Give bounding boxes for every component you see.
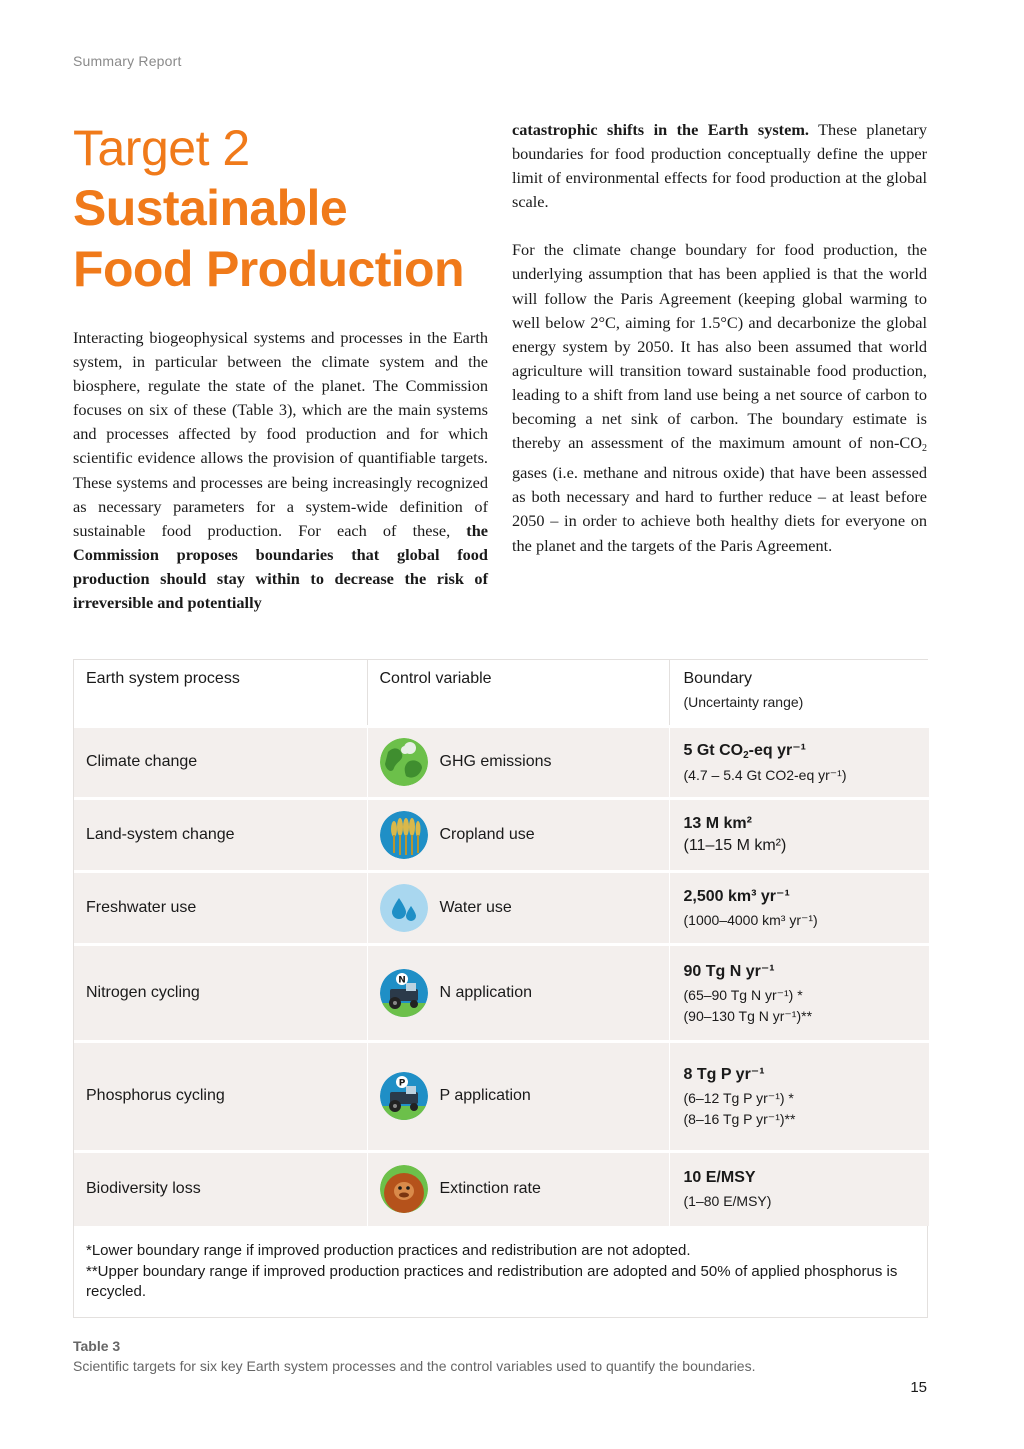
tractor-n-icon: [380, 969, 428, 1017]
uncertainty-range: (11–15 M km²): [683, 836, 787, 854]
section-title: [73, 118, 493, 300]
left-column-text: [73, 326, 488, 615]
uncertainty-range: (1–80 E/MSY): [683, 1193, 772, 1210]
globe-icon: [380, 738, 428, 786]
title-line-food-production: Food Production: [73, 241, 464, 297]
boundary-cell: [669, 798, 929, 871]
uncertainty-range: (65–90 Tg N yr⁻¹) *: [683, 986, 803, 1003]
variable-cell: [367, 944, 669, 1041]
wheat-icon: [380, 811, 428, 859]
title-line-sustainable: Sustainable: [73, 180, 348, 236]
caption-text: Scientific targets for six key Earth system processes and the control variables used to quantify the boundaries.: [73, 1358, 756, 1374]
table-caption: [73, 1336, 755, 1376]
boundary-cell: [669, 944, 929, 1041]
uncertainty-range: (4.7 – 5.4 Gt CO2-eq yr⁻¹): [683, 767, 847, 783]
paragraph-bold-lead: catastrophic shifts in the Earth system.: [512, 120, 809, 139]
boundary-value-part: 5 Gt CO: [683, 742, 744, 759]
table-row: [74, 1151, 929, 1226]
running-head: Summary Report: [73, 53, 182, 69]
footnote-upper: **Upper boundary range if improved production practices and redistribution are adopted and 50% of applied phosphorus is recycled.: [86, 1262, 898, 1300]
process-cell: Freshwater use: [74, 871, 367, 944]
process-cell: Land-system change: [74, 798, 367, 871]
header-process: Earth system process: [74, 660, 367, 726]
variable-cell: [367, 1151, 669, 1226]
uncertainty-range: (1000–4000 km³ yr⁻¹): [683, 912, 818, 928]
variable-cell: [367, 798, 669, 871]
orangutan-icon: [380, 1165, 428, 1213]
process-cell: Climate change: [74, 726, 367, 798]
boundary-subscript: 2: [743, 750, 749, 761]
header-variable: Control variable: [367, 660, 669, 726]
variable-label: GHG emissions: [439, 753, 552, 770]
variable-cell: [367, 726, 669, 798]
variable-cell: [367, 871, 669, 944]
uncertainty-range-upper: (90–130 Tg N yr⁻¹)**: [683, 1007, 813, 1024]
boundary-value: 10 E/MSY: [683, 1169, 756, 1187]
table-row: [74, 726, 929, 798]
boundary-cell: [669, 726, 929, 798]
process-cell: Nitrogen cycling: [74, 944, 367, 1041]
uncertainty-range: (6–12 Tg P yr⁻¹) *: [683, 1090, 794, 1106]
header-boundary: [669, 660, 929, 726]
table-row: [74, 944, 929, 1041]
subscript: 2: [922, 443, 927, 455]
boundary-value: 8 Tg P yr⁻¹: [683, 1066, 765, 1083]
intro-text: Interacting biogeophysical systems and processes in the Earth system, in particular between the climate system and the biosphere, regulate the state of the planet. The Commission focuses on six of these (Table 3), which are the main systems and processes affected by food production and for which scientific evidence allows the provision of quantifiable targets. These systems and processes are being increasingly recognized as necessary parameters for a system-wide definition of sustainable food production. For each of these,: [73, 328, 488, 540]
boundary-value-part: -eq yr⁻¹: [748, 742, 806, 759]
paragraph-climate-boundary: [512, 238, 927, 557]
process-cell: Biodiversity loss: [74, 1151, 367, 1226]
icon-letter: P: [398, 1078, 405, 1089]
intro-paragraph: [73, 326, 488, 615]
header-boundary-label: Boundary: [683, 670, 752, 687]
variable-cell: [367, 1041, 669, 1151]
boundary-cell: [669, 871, 929, 944]
boundary-value: 13 M km²: [683, 814, 752, 832]
variable-label: Cropland use: [439, 825, 535, 843]
header-boundary-sub: (Uncertainty range): [683, 694, 804, 710]
footnote-lower: *Lower boundary range if improved production practices and redistribution are not adopted.: [86, 1242, 691, 1259]
variable-label: Extinction rate: [439, 1180, 541, 1198]
paragraph-text: For the climate change boundary for food production, the underlying assumption that has been applied is that the world will follow the Paris Agreement (keeping global warming to well below 2°C, aiming for 1.5°C) and decarbonize the global energy system by 2050. It has also been assumed that world agriculture will transition toward sustainable food production, leading to a shift from land use being a net source of carbon to becoming a net sink of carbon. The boundary estimate is thereby an assessment of the maximum amount of non-CO: [512, 240, 927, 453]
caption-title: Table 3: [73, 1338, 121, 1354]
boundary-cell: [669, 1041, 929, 1151]
boundary-value: [684, 740, 918, 761]
intro-bold-text: the Commission proposes boundaries that global food production should stay within to decrease the risk of irreversible and potentially: [73, 520, 488, 613]
table-header-row: [74, 660, 929, 726]
boundary-value: 2,500 km³ yr⁻¹: [683, 888, 790, 905]
uncertainty-range-upper: (8–16 Tg P yr⁻¹)**: [683, 1111, 796, 1127]
table-footnotes: [74, 1226, 927, 1317]
boundary-value: 90 Tg N yr⁻¹: [683, 962, 775, 980]
water-drops-icon: [380, 884, 428, 932]
variable-label: N application: [439, 983, 532, 1001]
process-cell: Phosphorus cycling: [74, 1041, 367, 1151]
boundaries-table: [73, 659, 928, 1318]
tractor-p-icon: [380, 1072, 428, 1120]
table-row: [74, 871, 929, 944]
variable-label: Water use: [439, 898, 512, 916]
paragraph-text: gases (i.e. methane and nitrous oxide) that have been assessed as both necessary and hard to further reduce – at least before 2050 – in order to achieve both healthy diets for everyone on the planet and the targets of the Paris Agreement.: [512, 463, 927, 555]
page-number: 15: [910, 1379, 927, 1396]
icon-letter: N: [397, 975, 406, 985]
boundary-cell: [669, 1151, 929, 1226]
paragraph-planetary-boundaries: [512, 118, 927, 214]
table-row: [74, 1041, 929, 1151]
right-column-text: [512, 118, 927, 558]
title-target-number: Target 2: [73, 120, 250, 176]
table-row: [74, 798, 929, 871]
variable-label: P application: [439, 1087, 531, 1104]
paragraph-text: These planetary boundaries for food production conceptually define the upper limit of environmental effects for food production at the global scale.: [512, 120, 927, 212]
